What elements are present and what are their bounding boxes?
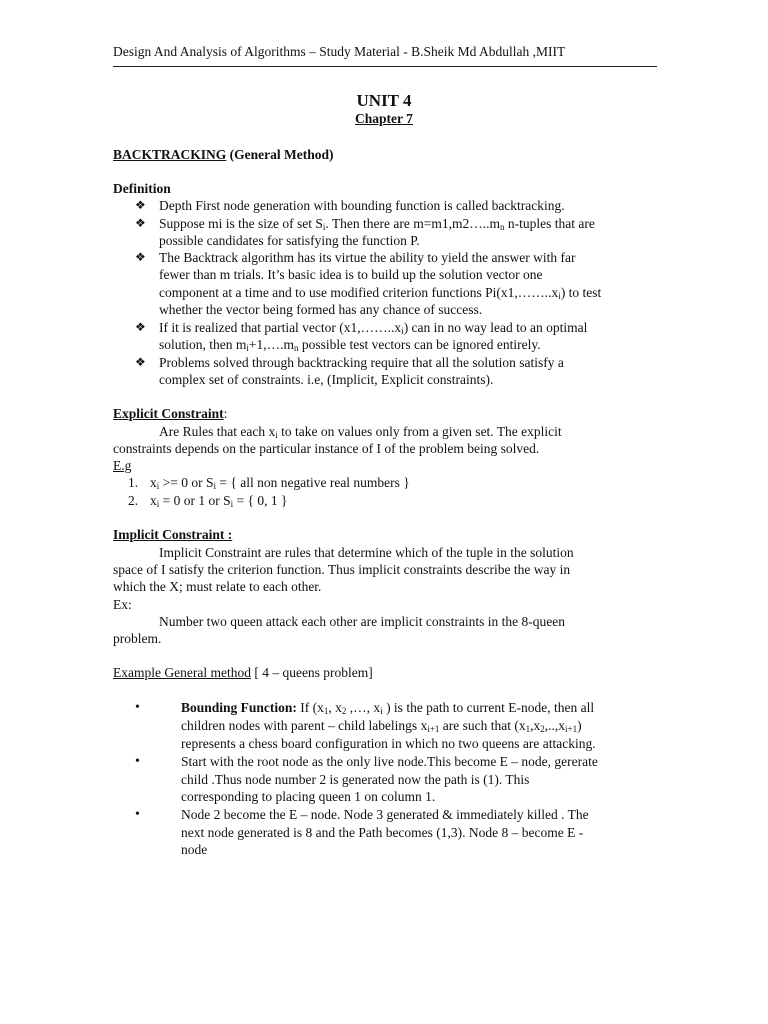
diamond-bullet-icon: ❖ (135, 216, 146, 230)
definition-bullet-3-line-3: component at a time and to use modified criterion functions $Pi(x1,\dots\dots..x_i)$ to test (159, 285, 602, 301)
definition-bullet-4-line-2: solution, then $m_i+1,\dots.m_n$ possible test vectors can be ignored entirely. (159, 337, 541, 353)
example-point-2-line-2: child .Thus node number 2 is generated now the path is (1). This (181, 772, 530, 787)
page-header: Design And Analysis of Algorithms – Study Material - B.Sheik Md Abdullah ,MIIT (113, 44, 566, 59)
example-point-2-line-3: corresponding to placing queen 1 on column 1. (181, 789, 436, 804)
backtracking-suffix: (General Method) (226, 147, 334, 162)
explicit-line-1: Are Rules that each $x_i$ to take on values only from a given set. The explicit (159, 424, 562, 440)
definition-bullet-3-line-2: fewer than m trials. It’s basic idea is to build up the solution vector one (159, 267, 543, 282)
implicit-line-3: which the X; must relate to each other. (113, 579, 322, 594)
explicit-item-2-number: 2. (128, 493, 139, 508)
definition-bullet-3-line-4: whether the vector being formed has any chance of success. (159, 302, 483, 317)
example-point-3-line-3: node (181, 842, 208, 857)
diamond-bullet-icon: ❖ (135, 198, 146, 212)
bullet-dot-icon: • (135, 754, 140, 769)
definition-bullet-1: Depth First node generation with bounding function is called backtracking. (159, 198, 565, 213)
implicit-constraint-heading: Implicit Constraint : (113, 527, 233, 542)
implicit-line-2: space of I satisfy the criterion function. Thus implicit constraints describe the way in (113, 562, 571, 577)
header-divider (113, 66, 657, 67)
diamond-bullet-icon: ❖ (135, 250, 146, 264)
explicit-item-2: $x_i = 0$ or 1 or $S_i$ = { 0, 1 } (150, 493, 288, 509)
unit-title: UNIT 4 (356, 91, 412, 110)
bullet-dot-icon: • (135, 807, 140, 822)
chapter-title: Chapter 7 (355, 111, 413, 126)
ex-label: Ex: (113, 597, 132, 612)
definition-bullet-5-line-1: Problems solved through backtracking require that all the solution satisfy a (159, 355, 564, 370)
definition-bullet-2-line-2: possible candidates for satisfying the function P. (159, 233, 420, 248)
explicit-item-1-number: 1. (128, 475, 139, 490)
example-point-1-line-3: represents a chess board configuration in which no two queens are attacking. (181, 736, 596, 751)
definition-bullet-5-line-2: complex set of constraints. i.e, (Implicit, Explicit constraints). (159, 372, 494, 387)
explicit-item-1: $x_i >= 0$ or $S_i$ = { all non negative real numbers } (150, 475, 410, 491)
example-point-3-line-1: Node 2 become the E – node. Node 3 generated & immediately killed . The (181, 807, 589, 822)
example-heading: Example General method [ 4 – queens problem] (113, 665, 373, 680)
example-point-2-line-1: Start with the root node as the only live node.This become E – node, gererate (181, 754, 598, 769)
explicit-constraint-heading: Explicit Constraint: (113, 406, 228, 421)
implicit-line-1: Implicit Constraint are rules that determine which of the tuple in the solution (159, 545, 574, 560)
definition-bullet-4-line-1: If it is realized that partial vector $(x1,\dots\dots..x_i)$ can in no way lead to an optimal (159, 320, 588, 336)
definition-heading: Definition (113, 181, 171, 196)
example-point-1-line-2: children nodes with parent – child labelings $x_{i+1}$ are such that $(x_1,x_2,..,x_{i+1})$ (181, 718, 582, 734)
implicit-example-line-1: Number two queen attack each other are implicit constraints in the 8-queen (159, 614, 565, 629)
definition-bullet-2-line-1: Suppose mi is the size of set $S_i$. Then there are $m=m1,m2\dots..m_n$ n-tuples that are (159, 216, 595, 232)
diamond-bullet-icon: ❖ (135, 355, 146, 369)
example-point-1-line-1: Bounding Function: If ($x_1$, $x_2$ ,…, $x_i$ ) is the path to current E-node, then all (181, 700, 595, 716)
definition-bullet-3-line-1: The Backtrack algorithm has its virtue the ability to yield the answer with far (159, 250, 576, 265)
implicit-example-line-2: problem. (113, 631, 162, 646)
backtracking-label: BACKTRACKING (113, 147, 227, 162)
bullet-dot-icon: • (135, 700, 140, 715)
example-point-3-line-2: next node generated is 8 and the Path becomes (1,3). Node 8 – become E - (181, 825, 584, 840)
explicit-line-2: constraints depends on the particular instance of I of the problem being solved. (113, 441, 540, 456)
diamond-bullet-icon: ❖ (135, 320, 146, 334)
section-heading-backtracking (113, 146, 334, 163)
eg-label: E.g (113, 458, 132, 473)
